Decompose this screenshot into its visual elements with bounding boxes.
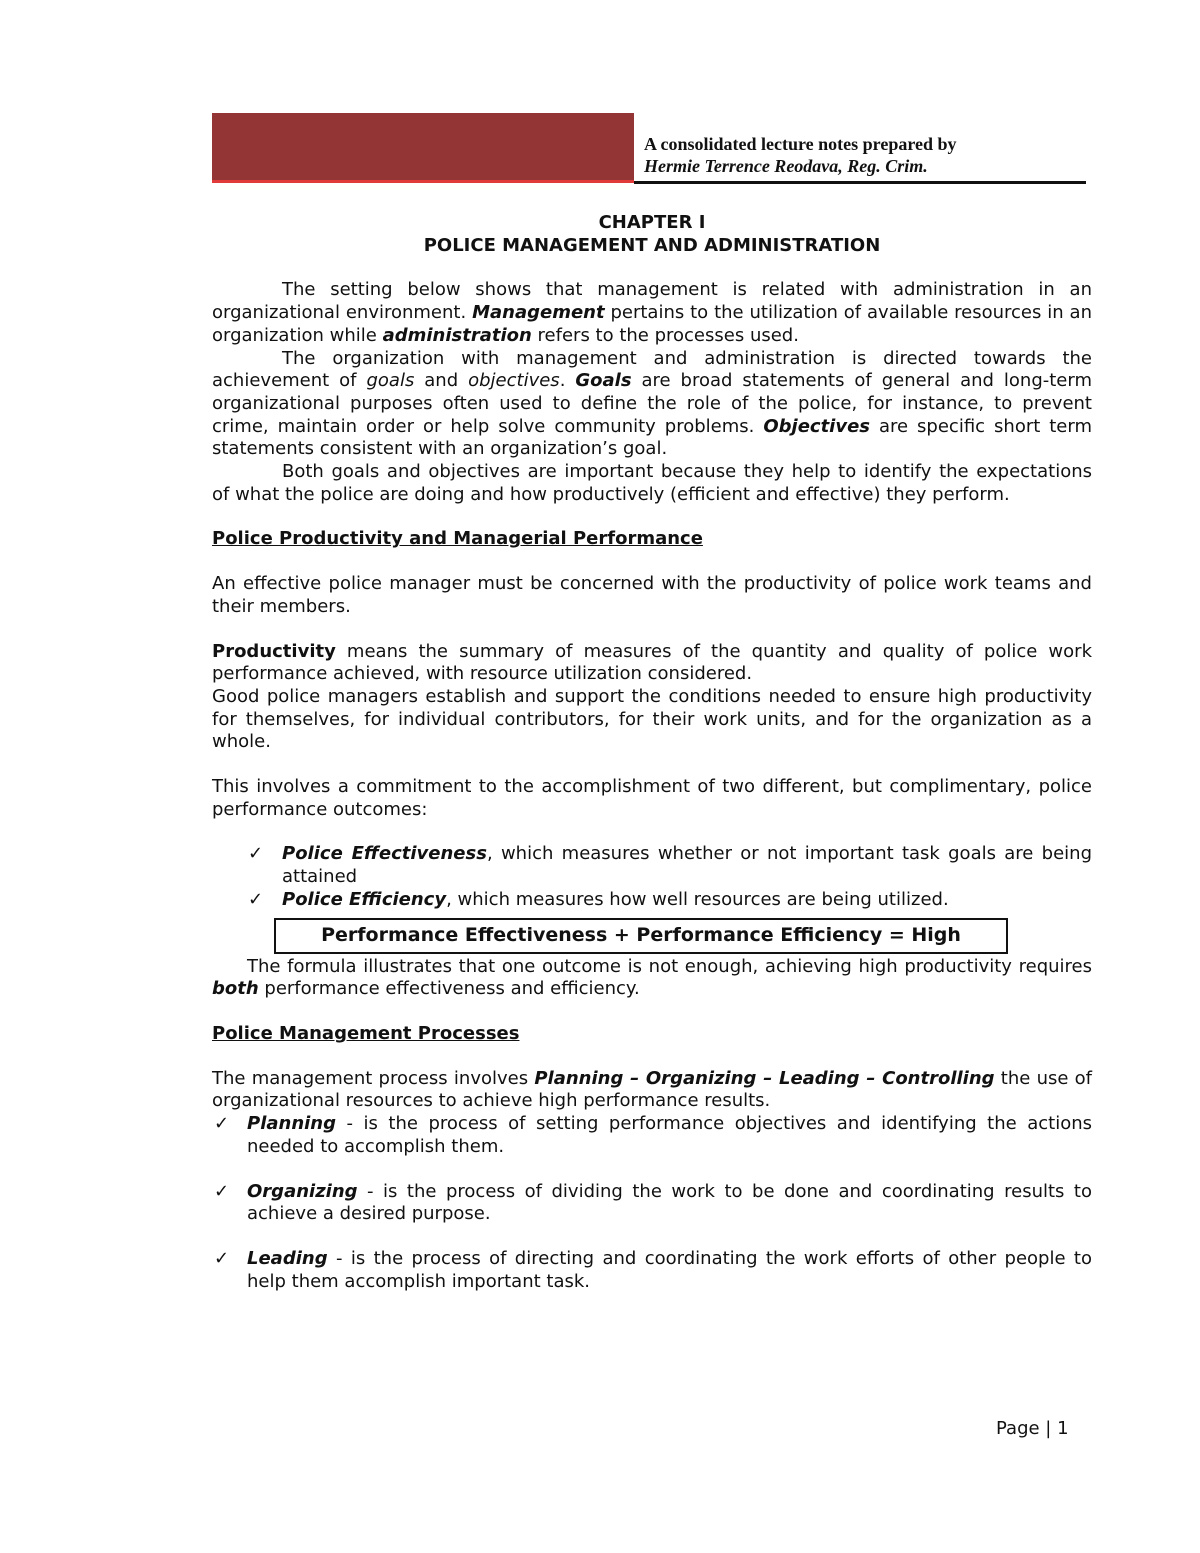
text-run: are broad statements of general and long-term organizational purposes often used to define the role of the police, for instance, to prevent crime, maintain order or help solve community problems.: [212, 370, 1092, 437]
formula-note: [212, 956, 1092, 1001]
checkmark-icon: ✓: [214, 1247, 230, 1269]
spacer: [212, 619, 1092, 641]
spacer: [212, 506, 1092, 528]
text-run: performance effectiveness and efficiency.: [258, 978, 640, 1000]
list-item: [212, 1248, 1092, 1293]
section-heading-processes: Police Management Processes: [212, 1022, 520, 1044]
spacer: [212, 1046, 1092, 1068]
term-objectives: Objectives: [763, 415, 871, 437]
term-police-efficiency: Police Efficiency: [282, 888, 447, 910]
productivity-paragraph-2: [212, 641, 1092, 686]
text-run: - is the process of directing and coordinating the work efforts of other people to help them accomplish important task.: [247, 1247, 1092, 1292]
term-management: Management: [472, 302, 605, 324]
term-goals-italic: goals: [366, 370, 415, 392]
productivity-paragraph-4: This involves a commitment to the accomplishment of two different, but complimentary, police performance outcomes:: [212, 776, 1092, 820]
term-goals: Goals: [575, 370, 632, 392]
list-item: [212, 843, 1092, 888]
term-both: both: [212, 978, 259, 1000]
text-run: pertains to the utilization of available resources in an organization while: [212, 302, 1092, 346]
text-run: , which measures whether or not important task goals are being attained: [282, 843, 1092, 888]
spacer: [212, 821, 1092, 843]
text-run: The management process involves: [212, 1067, 535, 1089]
text-run: and: [414, 370, 469, 392]
text-run: - is the process of setting performance objectives and identifying the actions needed to accomplish them.: [247, 1113, 1092, 1157]
productivity-paragraph-1: An effective police manager must be concerned with the productivity of police work teams and their members.: [212, 573, 1092, 617]
intro-paragraph-2: [212, 348, 1092, 462]
term-leading: Leading: [247, 1247, 328, 1269]
checkmark-icon: ✓: [214, 1113, 230, 1135]
text-run: refers to the processes used.: [531, 324, 799, 346]
text-run: - is the process of dividing the work to be done and coordinating results to achieve a desired purpose.: [247, 1180, 1092, 1225]
header-line-1: A consolidated lecture notes prepared by: [644, 134, 957, 154]
process-steps: Planning – Organizing – Leading – Controlling: [534, 1067, 995, 1089]
text-run: The formula illustrates that one outcome is not enough, achieving high productivity requires: [247, 955, 1092, 977]
header-rule: [634, 181, 1086, 184]
spacer: [212, 1001, 1092, 1023]
checkmark-icon: ✓: [248, 888, 264, 910]
header-line-2: Hermie Terrence Reodava, Reg. Crim.: [644, 156, 928, 176]
text-run: .: [559, 370, 576, 392]
formula-box: [274, 918, 1008, 954]
spacer: [212, 1226, 1092, 1248]
term-police-effectiveness: Police Effectiveness: [282, 843, 487, 865]
spacer: [212, 551, 1092, 573]
intro-paragraph-1: [212, 279, 1092, 347]
chapter-number: CHAPTER I: [598, 212, 706, 233]
section-heading-productivity: Police Productivity and Managerial Performance: [212, 528, 703, 550]
header-credit: [644, 133, 1084, 177]
list-item: [212, 889, 1092, 912]
processes-intro: [212, 1068, 1092, 1113]
chapter-title: POLICE MANAGEMENT AND ADMINISTRATION: [423, 234, 881, 256]
term-planning: Planning: [247, 1113, 337, 1135]
term-organizing: Organizing: [247, 1180, 358, 1202]
text-run: The setting below shows that management is related with administration in an organizational environment.: [212, 279, 1092, 324]
list-item: [212, 1113, 1092, 1158]
text-run: are specific short term statements consistent with an organization’s goal.: [212, 415, 1092, 460]
checkmark-icon: ✓: [214, 1180, 230, 1202]
text-run: means the summary of measures of the quantity and quality of police work performance achieved, with resource utilization considered.: [212, 640, 1092, 685]
term-objectives-italic: objectives: [468, 370, 560, 392]
spacer: [212, 257, 1092, 279]
term-productivity: Productivity: [212, 640, 336, 662]
page-number: Page | 1: [996, 1418, 1069, 1439]
intro-paragraph-3: Both goals and objectives are important because they help to identify the expectations of what the police are doing and how productively (efficient and effective) they perform.: [212, 461, 1092, 505]
term-administration: administration: [382, 324, 532, 346]
outcomes-list: [212, 843, 1092, 911]
spacer: [212, 1159, 1092, 1181]
productivity-paragraph-3: Good police managers establish and support the conditions needed to ensure high productivity for themselves, for individual contributors, for their work units, and for the organization as a whole.: [212, 685, 1092, 753]
document-body: [212, 212, 1092, 1293]
processes-list: [212, 1113, 1092, 1293]
text-run: the use of organizational resources to achieve high performance results.: [212, 1067, 1093, 1112]
text-run: The organization with management and administration is directed towards the achievement of: [212, 347, 1092, 392]
checkmark-icon: ✓: [248, 843, 264, 865]
header-color-block: [212, 113, 634, 183]
text-run: , which measures how well resources are being utilized.: [446, 888, 949, 910]
list-item: [212, 1181, 1092, 1226]
spacer: [212, 754, 1092, 776]
formula-text: Performance Effectiveness + Performance Efficiency = High: [321, 924, 961, 947]
